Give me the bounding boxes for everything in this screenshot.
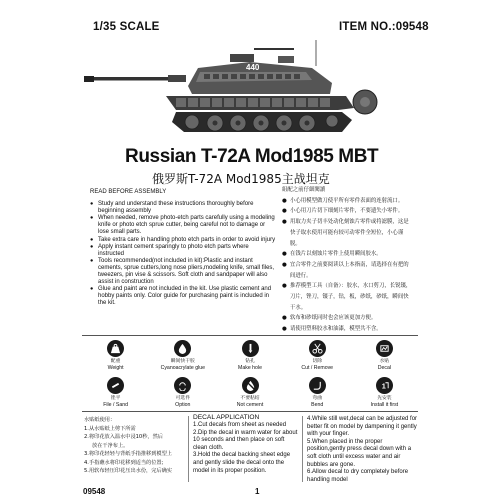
legend-install-first: 1 先安装 Install it first [351, 377, 418, 408]
symbol-legend [82, 335, 418, 412]
decal-cn-section [84, 416, 184, 476]
title-chinese: 俄罗斯T-72A Mod1985主战坦克 [152, 172, 330, 186]
instruction-item: ● Glue and paint are not included in the kit. Use plastic cement and hobby paints only. Color guide for purchasing paint is included in the kit. [90, 286, 276, 307]
cn-note-item: ● 小心用刀片切下细刻片零件，不要遗失小零件。 [282, 206, 412, 217]
instruction-item: ● When needed, remove photo-etch parts carefully using a modeling knife or photo etch sprue cutter, being careful not to damage or lose small parts. [90, 215, 276, 236]
legend-make-hole: 钻孔 Make hole [216, 340, 283, 371]
cn-note-item: ● 推荐模型工具（自备）：胶水，水口剪刀，长锐镊，刀片，锉刀，镊子，钻，板，砂纸，砂纸，瞬间快干水。 [282, 281, 412, 313]
weight-icon [110, 343, 121, 354]
option-icon [177, 380, 188, 391]
cn-notes-heading: 組配之前仔細閱讀 [282, 187, 326, 193]
decal-en-section-right [307, 416, 419, 484]
turret-number: 440 [246, 63, 260, 72]
decal-en-section [193, 414, 298, 475]
decal-cn-step: 1.从水贴纸上剪下所需 [84, 425, 136, 432]
decal-cn-step: 2.将印花放入温水中浸10秒，然后 [84, 434, 163, 440]
scissors-icon [312, 343, 323, 354]
decal-cn-step: 放在干净布上。 [92, 442, 129, 449]
cn-note-item: ● 用取力夹子切丰处动化刻蚀片零件或将滤膜，这是快子取水使用可能有较可动零件全短位，小心谨脱。 [282, 217, 412, 249]
decal-cn-step: 4.手指蘸水将印花移到适当的位置; [84, 459, 164, 466]
footer-item-number: 09548 [83, 487, 106, 496]
instruction-item: ● Study and understand these instructions thoroughly before beginning assembly [90, 201, 276, 215]
tank-illustration [80, 28, 420, 140]
legend-decal: 水贴 Decal [351, 340, 418, 371]
legend-weight: 配重 Weight [82, 340, 149, 371]
decal-en-heading: DECAL APPLICATION [193, 414, 260, 421]
legend-bend: 弯曲 Bend [284, 377, 351, 408]
cn-notes-section [282, 185, 412, 335]
decal-en-step: 1.Cut decals from sheet as needed [193, 422, 287, 428]
read-before-section [90, 189, 276, 308]
cn-note-item: ● 在钱片以刻蚀片零件上使用瞬间胶水。 [282, 249, 412, 260]
decal-en-step: 2.Dip the decal in warm water for about 10 seconds and then place on soft clean cloth. [193, 429, 298, 451]
legend-file: 锉平 File / Sand [82, 377, 149, 408]
cn-note-item: ● 请使用塑料胶水和油漆，模型共不含。 [282, 324, 412, 335]
install-first-icon [379, 380, 390, 391]
decal-en-step: 5.When placed in the proper position,gently press decal down with a soft cloth until excess water and air bubbles are gone. [307, 438, 412, 468]
cn-note-item: ● 软布和砂纸同时也会应该更加方便。 [282, 313, 412, 324]
decal-icon [379, 343, 390, 354]
glue-drop-icon [177, 343, 188, 354]
decal-en-step: 6.Allow decal to dry completely before handling model [307, 469, 409, 483]
instruction-item: ● Take extra care in handling photo etch parts in order to avoid injury [90, 237, 276, 244]
title-english: Russian T-72A Mod1985 MBT [125, 146, 379, 167]
decal-cn-step: 3.将印花轻轻与背纸手指推移到模型上 [84, 451, 172, 457]
scale-label: 1/35 SCALE [93, 21, 160, 33]
column-divider [188, 416, 189, 482]
decal-en-step: 4.While still wet,decal can be adjusted for better fit on model by dampening it gently with your finger. [307, 416, 418, 438]
page-number: 1 [255, 487, 260, 496]
no-cement-icon [245, 380, 256, 391]
file-icon [110, 380, 121, 391]
decal-cn-heading: 水贴纸使用： [84, 417, 116, 423]
drill-icon [245, 343, 256, 354]
cn-note-item: ● 小心用模型做刀使平所有零件表面的连射流口。 [282, 196, 412, 207]
read-before-heading: READ BEFORE ASSEMBLY [90, 189, 167, 195]
decal-en-step: 3.Hold the decal backing sheet edge and gently slide the decal onto the model in its proper position. [193, 452, 291, 474]
legend-option: 可选件 Option [149, 377, 216, 408]
decal-cn-step: 5.用软布轻压印花压出水份，完后确实 [84, 468, 172, 474]
legend-glue: 瞬间快干胶 Cyanoacrylate glue [149, 340, 216, 371]
legend-not-cement: 不要粘结 Not cement [216, 377, 283, 408]
bend-icon [312, 380, 323, 391]
legend-cut: 切除 Cut / Remove [284, 340, 351, 371]
svg-text:1: 1 [381, 381, 386, 391]
instruction-item: ● Apply instant cement sparingly to photo etch parts where instructed [90, 244, 276, 258]
instruction-item: ● Tools recommended(not included in kit):Plastic and instant cements, sprue cutters,long nose pliers,modeling knife, small files, tweezers, pin vise & scissors. Soft cloth and sandpaper will also assist in construction [90, 258, 276, 286]
item-number: ITEM NO.:09548 [339, 21, 429, 33]
column-divider [302, 416, 303, 482]
cn-note-item: ● 宜合零件之前要阅读以上本指南，请选择在有把的间进行。 [282, 260, 412, 281]
